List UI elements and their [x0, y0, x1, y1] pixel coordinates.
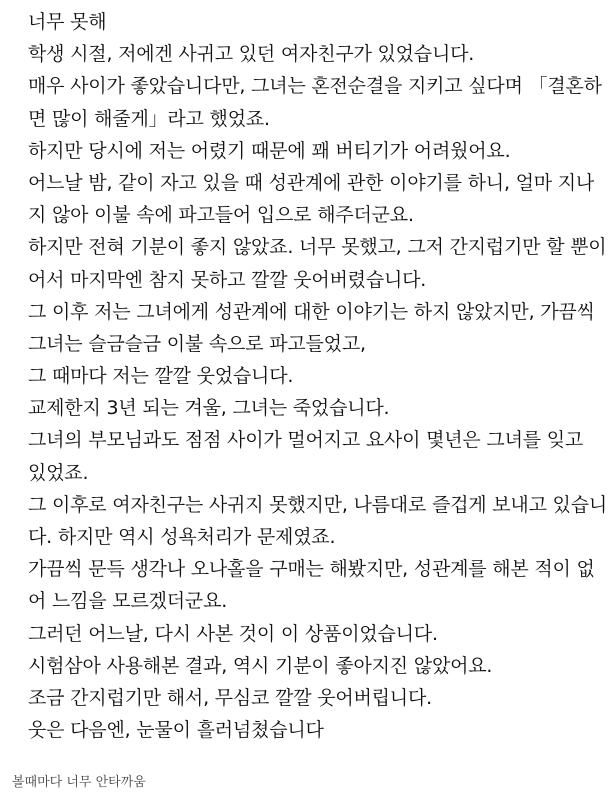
text-line: 그 이후 저는 그녀에게 성관계에 대한 이야기는 하지 않았지만, 가끔씩: [28, 300, 595, 323]
text-line: 시험삼아 사용해본 결과, 역시 기분이 좋아지진 않았어요.: [28, 654, 493, 677]
text-line: 그 때마다 저는 깔깔 웃었습니다.: [28, 365, 294, 388]
text-line: 하지만 당시에 저는 어렸기 때문에 꽤 버티기가 어려웠어요.: [28, 139, 511, 162]
text-line: 학생 시절, 저에겐 사귀고 있던 여자친구가 있었습니다.: [28, 43, 475, 66]
text-line: 면 많이 해줄게」라고 했었죠.: [28, 107, 270, 130]
text-line: 조금 간지럽기만 해서, 무심코 깔깔 웃어버립니다.: [28, 686, 432, 709]
text-line: 그녀는 슬금슬금 이불 속으로 파고들었고,: [28, 332, 366, 355]
post-title-line: 너무 못해: [28, 11, 107, 33]
review-text-body: [28, 6, 608, 746]
text-line: 매우 사이가 좋았습니다만, 그녀는 혼전순결을 지키고 싶다며 「결혼하: [28, 75, 602, 98]
image-caption: 볼때마다 너무 안타까움: [12, 775, 146, 790]
text-line: 어서 마지막엔 참지 못하고 깔깔 웃어버렸습니다.: [28, 268, 427, 291]
text-line: 지 않아 이불 속에 파고들어 입으로 해주더군요.: [28, 204, 414, 227]
text-line: 그러던 어느날, 다시 사본 것이 이 상품이었습니다.: [28, 622, 438, 645]
text-line: 하지만 전혀 기분이 좋지 않았죠. 너무 못했고, 그저 간지럽기만 할 뿐이: [28, 236, 607, 259]
text-line: 그녀의 부모님과도 점점 사이가 멀어지고 요사이 몇년은 그녀를 잊고: [28, 429, 584, 452]
text-line: 있었죠.: [28, 461, 89, 484]
text-line: 가끔씩 문득 생각나 오나홀을 구매는 해봤지만, 성관계를 해본 적이 없: [28, 558, 595, 581]
text-line: 어 느낌을 모르겠더군요.: [28, 590, 228, 613]
text-line: 그 이후로 여자친구는 사귀지 못했지만, 나름대로 즐겁게 보내고 있습니: [28, 493, 608, 516]
text-line: 웃은 다음엔, 눈물이 흘러넘쳤습니다: [28, 719, 324, 742]
text-line: 다. 하지만 역시 성욕처리가 문제였죠.: [28, 526, 336, 548]
text-line: 교제한지 3년 되는 겨울, 그녀는 죽었습니다.: [28, 397, 390, 420]
text-line: 어느날 밤, 같이 자고 있을 때 성관계에 관한 이야기를 하니, 얼마 지나: [28, 171, 595, 194]
